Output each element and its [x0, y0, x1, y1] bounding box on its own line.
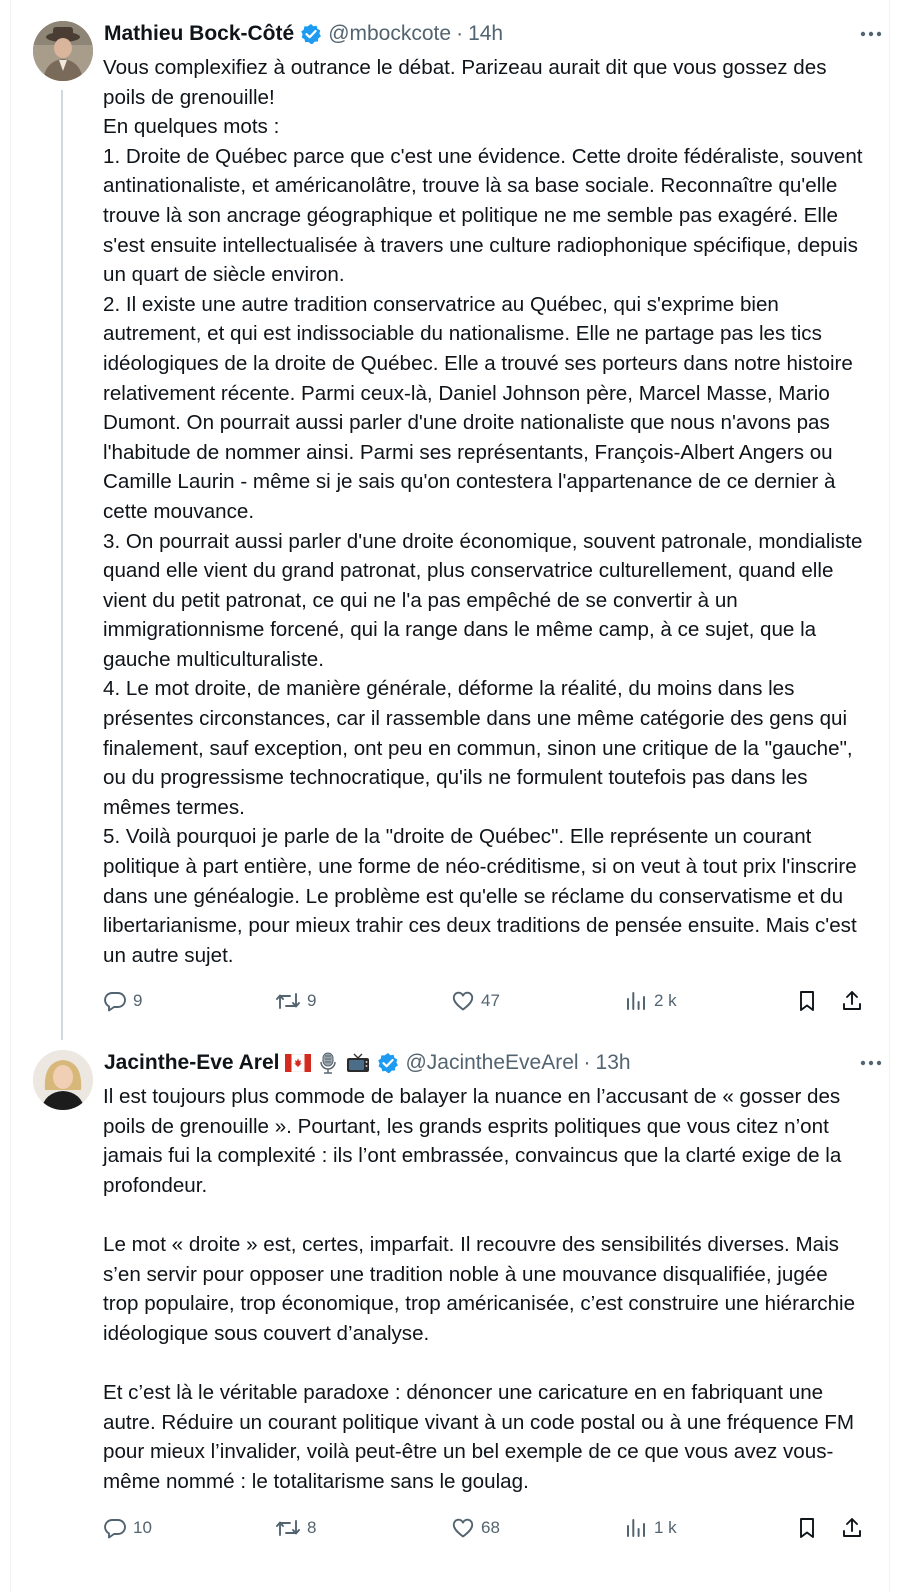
like-count: 47: [481, 991, 500, 1010]
tweet-header: [104, 1048, 888, 1078]
author-handle[interactable]: @JacintheEveArel: [405, 1051, 579, 1074]
separator-dot: ·: [583, 1051, 591, 1074]
like-count: 68: [481, 1518, 500, 1537]
share-icon: [840, 989, 864, 1013]
verified-badge-icon: [300, 23, 322, 45]
repost-count: 9: [307, 991, 317, 1010]
repost-button[interactable]: [275, 1511, 316, 1545]
verified-badge-icon: [377, 1052, 399, 1074]
reply-button[interactable]: [103, 1511, 152, 1545]
tweet-paragraph: Vous complexifiez à outrance le débat. Parizeau aurait dit que vous gossez des poils de grenouille!: [103, 56, 827, 109]
tweet-header: [104, 19, 888, 49]
repost-icon: [275, 989, 301, 1013]
share-icon: [840, 1516, 864, 1540]
reply-icon: [103, 989, 127, 1013]
share-button[interactable]: [840, 984, 864, 1018]
timestamp[interactable]: 13h: [595, 1051, 631, 1074]
tweet-text: [103, 53, 867, 970]
separator-dot: ·: [456, 22, 464, 45]
television-icon: [345, 1052, 371, 1074]
repost-count: 8: [307, 1518, 317, 1537]
reply-count: 9: [133, 991, 143, 1010]
views-chart-icon: [624, 1516, 648, 1540]
reply-icon: [103, 1516, 127, 1540]
canada-flag-icon: [285, 1054, 311, 1072]
tweet-paragraph: 4. Le mot droite, de manière générale, déforme la réalité, du moins dans les présentes circonstances, car il rassemble dans une même catégorie des gens qui finalement, sauf exception, ont peu en commun, sinon une critique de la "gauche", ou du progressisme technocratique, qu'ils ne formulent toutefois pas dans les mêmes termes.: [103, 677, 853, 819]
tweet-paragraph: 5. Voilà pourquoi je parle de la "droite de Québec". Elle représente un courant politique à part entière, une forme de néo-créditisme, si on veut à tout prix l'inscrire dans une généalogie. Le problème est qu'elle se réclame du conservatisme et du libertarianisme, pour mieux trahir ces deux traditions de pensée ensuite. Mais c'est un autre sujet.: [103, 825, 857, 967]
repost-button[interactable]: [275, 984, 316, 1018]
author-handle[interactable]: @mbockcote: [328, 22, 452, 45]
avatar[interactable]: [33, 21, 93, 81]
tweet-paragraph: En quelques mots :: [103, 115, 280, 139]
like-button[interactable]: [451, 1511, 500, 1545]
author-name[interactable]: Mathieu Bock-Côté: [104, 22, 295, 45]
tweet-paragraph: 3. On pourrait aussi parler d'une droite économique, souvent patronale, mondialiste quand elle vient du grand patronat, plus conservatrice culturellement, quand elle vient du petit patronat, ce qui ne l'a pas empêché de se convertir à un immigrationnisme forcené, qui la range dans le même camp, à ce sujet, que la gauche multiculturaliste.: [103, 529, 863, 671]
avatar[interactable]: [33, 1050, 93, 1110]
bookmark-button[interactable]: [795, 984, 819, 1018]
tweet-paragraph: Et c’est là le véritable paradoxe : dénoncer une caricature en en fabriquant une autre. Réduire un courant politique vivant à un code postal ou à une fréquence FM pour mieux l’invalider, voilà peut-être un bel exemple de ce que vous avez vous-même nommé : le totalitarisme sans le goulag.: [103, 1380, 855, 1493]
share-button[interactable]: [840, 1511, 864, 1545]
bookmark-icon: [795, 989, 819, 1013]
more-icon[interactable]: [854, 19, 888, 49]
reply-button[interactable]: [103, 984, 142, 1018]
views-button[interactable]: [624, 984, 677, 1018]
microphone-icon: [317, 1051, 339, 1075]
repost-icon: [275, 1516, 301, 1540]
tweet-paragraph: Le mot « droite » est, certes, imparfait. Il recouvre des sensibilités diverses. Mais s’en servir pour opposer une tradition noble à une mouvance disqualifiée, jugée trop populaire, trop économique, trop américanisée, c’est construire une hiérarchie idéologique sous couvert d’analyse.: [103, 1232, 856, 1345]
views-chart-icon: [624, 989, 648, 1013]
views-count: 2 k: [654, 991, 677, 1010]
tweet-paragraph: Il est toujours plus commode de balayer la nuance en l’accusant de « gosser des poils de grenouille ». Pourtant, les grands esprits politiques que vous citez n’ont jamais fui la complexité : ils l’ont embrassée, convaincus que la clarté exige de la profondeur.: [103, 1085, 842, 1197]
tweet-paragraph: 1. Droite de Québec parce que c'est une évidence. Cette droite fédéraliste, souvent antinationaliste, et américanolâtre, trouve là sa base sociale. Reconnaître qu'elle trouve là son ancrage géographique et politique ne me semble pas exagéré. Elle s'est ensuite intellectualisée à travers une culture radiophonique spécifique, depuis un quart de siècle environ.: [103, 144, 863, 287]
tweet-actions: [103, 984, 868, 1018]
like-button[interactable]: [451, 984, 500, 1018]
tweet-text: [103, 1082, 867, 1496]
heart-icon: [451, 989, 475, 1013]
author-name[interactable]: Jacinthe-Eve Arel: [104, 1051, 280, 1074]
bookmark-icon: [795, 1516, 819, 1540]
bookmark-button[interactable]: [795, 1511, 819, 1545]
views-button[interactable]: [624, 1511, 677, 1545]
tweet-actions: [103, 1511, 868, 1545]
heart-icon: [451, 1516, 475, 1540]
reply-count: 10: [133, 1518, 152, 1537]
tweet[interactable]: [0, 1040, 908, 1592]
timestamp[interactable]: 14h: [468, 22, 504, 45]
tweet-paragraph: 2. Il existe une autre tradition conservatrice au Québec, qui s'exprime bien autrement, et qui est indissociable du nationalisme. Elle ne partage pas les tics idéologiques de la droite de Québec. Elle a trouvé ses porteurs dans notre histoire relativement récente. Parmi ceux-là, Daniel Johnson père, Marcel Masse, Mario Dumont. On pourrait aussi parler d'une droite nationaliste que nous n'avons pas l'habitude de nommer ainsi. Parmi ses représentants, François-Albert Angers ou Camille Laurin - même si je sais qu'on contestera l'appartenance de ce dernier à cette mouvance.: [103, 292, 853, 523]
views-count: 1 k: [654, 1518, 677, 1537]
more-icon[interactable]: [854, 1048, 888, 1078]
